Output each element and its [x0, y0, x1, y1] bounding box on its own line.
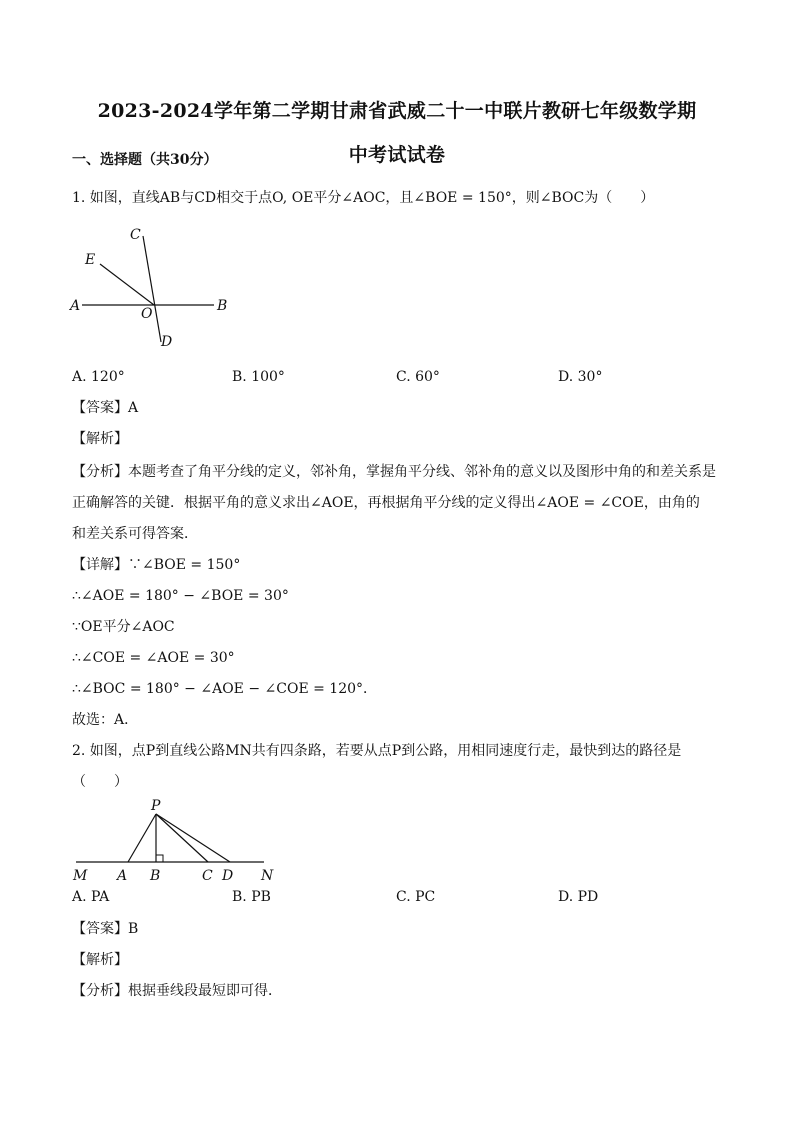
q1-analysis-line-3: 和差关系可得答案． [72, 526, 198, 542]
q1-option-b: B. 100° [232, 369, 285, 385]
label-a2: A [117, 868, 128, 884]
q1-option-c: C. 60° [396, 369, 440, 385]
exam-title-line2: 中考试试卷 [348, 144, 446, 166]
label-c: C [130, 227, 141, 243]
label-a: A [70, 298, 81, 314]
label-e: E [85, 252, 96, 268]
q1-detail-line-3: ∵OE平分∠AOC [72, 619, 175, 635]
label-b2: B [150, 868, 161, 884]
label-m: M [73, 868, 88, 884]
label-b: B [217, 298, 228, 314]
path-pa [128, 814, 156, 862]
q2-stem-line-1: 2. 如图，点P到直线公路MN共有四条路，若要从点P到公路，用相同速度行走，最快到达的路径是 [72, 743, 682, 759]
q1-option-d: D. 30° [558, 369, 603, 385]
q2-option-c: C. PC [396, 889, 436, 905]
label-o: O [141, 306, 153, 322]
ray-oe [100, 264, 154, 305]
q1-answer: 【答案】A [72, 400, 139, 416]
q2-option-a: A. PA [72, 889, 110, 905]
label-n: N [261, 868, 274, 884]
q1-option-a: A. 120° [72, 369, 125, 385]
q1-analysis-heading: 【解析】 [72, 431, 128, 447]
q1-analysis-line-2: 正确解答的关键．根据平角的意义求出∠AOE，再根据角平分线的定义得出∠AOE = ∠COE，由角的 [72, 495, 700, 511]
q1-detail-line-6: 故选：A． [72, 712, 139, 728]
q2-answer: 【答案】B [72, 921, 139, 937]
label-d: D [161, 334, 173, 350]
q1-detail-line-1: 【详解】∵∠BOE = 150° [72, 557, 241, 573]
label-d2: D [222, 868, 234, 884]
right-angle-mark [156, 855, 163, 862]
q1-detail-line-2: ∴∠AOE = 180° − ∠BOE = 30° [72, 588, 289, 604]
section-heading-choice: 一、选择题（共30分） [72, 152, 218, 168]
q2-figure [68, 794, 288, 886]
q2-option-b: B. PB [232, 889, 271, 905]
label-c2: C [202, 868, 213, 884]
q2-option-d: D. PD [558, 889, 599, 905]
q1-stem: 1. 如图，直线AB与CD相交于点O, OE平分∠AOC，且∠BOE = 150°，则∠BOC为（ ） [72, 190, 655, 206]
label-p: P [151, 798, 161, 814]
line-cd [143, 236, 161, 342]
q1-detail-line-4: ∴∠COE = ∠AOE = 30° [72, 650, 235, 666]
q1-analysis-line-1: 【分析】本题考查了角平分线的定义，邻补角，掌握角平分线、邻补角的意义以及图形中角的和差关系是 [72, 464, 716, 480]
q2-stem-line-2: （ ） [72, 774, 128, 790]
q2-analysis-line: 【分析】根据垂线段最短即可得． [72, 983, 282, 999]
path-pd [156, 814, 230, 862]
q1-detail-line-5: ∴∠BOC = 180° − ∠AOE − ∠COE = 120°． [72, 681, 378, 697]
q1-figure [64, 222, 244, 352]
path-pc [156, 814, 208, 862]
exam-title-line1: 2023-2024学年第二学期甘肃省武威二十一中联片教研七年级数学期 [97, 100, 697, 122]
q2-analysis-heading: 【解析】 [72, 952, 128, 968]
